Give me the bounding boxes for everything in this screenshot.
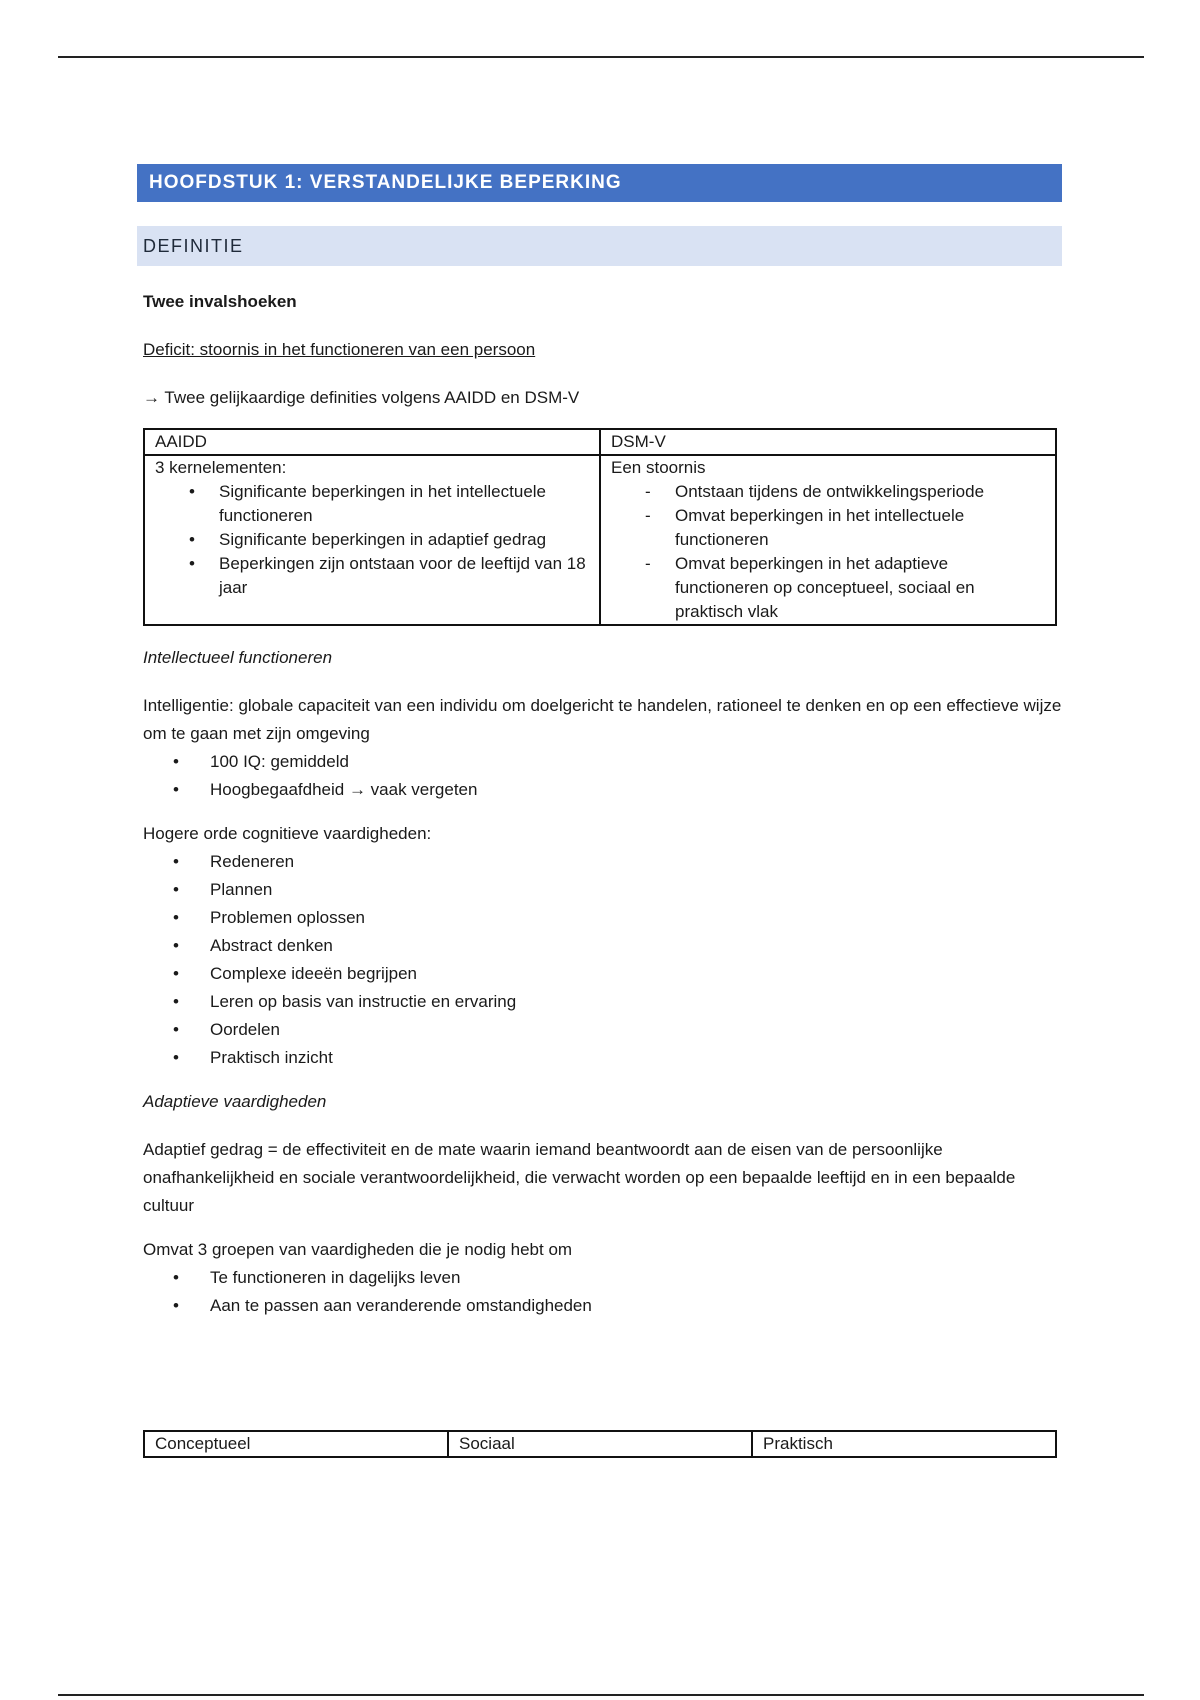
list-item: - Omvat beperkingen in het intellectuele functioneren <box>645 506 965 549</box>
domains-table <box>143 1430 1057 1458</box>
skills-title: Hogere orde cognitieve vaardigheden: <box>143 824 432 843</box>
bullet-marker: • <box>173 1020 179 1039</box>
bullet-marker: • <box>173 1296 179 1315</box>
list-item: • Plannen <box>137 876 1062 904</box>
intelligence-definition: Intelligentie: globale capaciteit van een individu om doelgericht te handelen, rationeel te denken en op een effectieve wijze om te gaan met zijn omgeving <box>143 696 1062 743</box>
adaptive-title: Adaptieve vaardigheden <box>143 1092 327 1111</box>
dsm-list <box>611 480 1045 624</box>
domain-cell-conceptueel: Conceptueel <box>144 1431 448 1457</box>
list-item: • Redeneren <box>137 848 1062 876</box>
page-bottom-rule <box>58 1694 1144 1696</box>
list-item: • Praktisch inzicht <box>137 1044 1062 1072</box>
list-item: • Aan te passen aan veranderende omstandigheden <box>137 1292 1062 1320</box>
bullet-marker: • <box>173 780 179 799</box>
list-item: • Significante beperkingen in adaptief gedrag <box>155 528 589 552</box>
list-item: - Omvat beperkingen in het adaptieve functioneren op conceptueel, sociaal en praktisch vlak <box>645 554 975 621</box>
aaidd-list <box>155 480 589 600</box>
arrow-line: → Twee gelijkaardige definities volgens AAIDD en DSM-V <box>143 388 580 407</box>
dash-marker: - <box>645 506 651 525</box>
definition-table <box>143 428 1057 626</box>
table-header-dsm: DSM-V <box>600 429 1056 455</box>
bullet-marker: • <box>189 554 195 573</box>
list-item: • Te functioneren in dagelijks leven <box>137 1264 1062 1292</box>
aaidd-cell <box>144 455 600 625</box>
bullet-marker: • <box>173 908 179 927</box>
bullet-marker: • <box>173 964 179 983</box>
list-item: • Significante beperkingen in het intellectuele functioneren <box>189 482 547 525</box>
bullet-marker: • <box>173 992 179 1011</box>
iq-list <box>137 748 1062 804</box>
list-item: • Complexe ideeën begrijpen <box>137 960 1062 988</box>
list-item: • Problemen oplossen <box>137 904 1062 932</box>
page-top-rule <box>58 56 1144 58</box>
deficit-line: Deficit: stoornis in het functioneren van een persoon <box>143 340 536 359</box>
domain-cell-praktisch: Praktisch <box>752 1431 1056 1457</box>
groups-list <box>137 1264 1062 1320</box>
bullet-marker: • <box>173 852 179 871</box>
bullet-marker: • <box>189 482 195 501</box>
adaptive-definition: Adaptief gedrag = de effectiviteit en de mate waarin iemand beantwoordt aan de eisen van de persoonlijke onafhankelijkheid en sociale verantwoordelijkheid, die verwacht worden op een bepaalde leeftijd en in een bepaalde cultuur <box>143 1140 1016 1215</box>
section-heading: DEFINITIE <box>137 226 1062 266</box>
bullet-marker: • <box>173 936 179 955</box>
domain-cell-sociaal: Sociaal <box>448 1431 752 1457</box>
dash-marker: - <box>645 482 651 501</box>
bullet-marker: • <box>173 1048 179 1067</box>
bullet-marker: • <box>173 1268 179 1287</box>
list-item: • 100 IQ: gemiddeld <box>137 748 1062 776</box>
groups-intro: Omvat 3 groepen van vaardigheden die je nodig hebt om <box>143 1240 573 1259</box>
list-item: • Leren op basis van instructie en ervaring <box>137 988 1062 1016</box>
bullet-marker: • <box>173 752 179 771</box>
aaidd-lead: 3 kernelementen: <box>155 458 287 477</box>
skills-list <box>137 848 1062 1072</box>
table-header-aaidd: AAIDD <box>144 429 600 455</box>
bullet-marker: • <box>189 530 195 549</box>
dsm-cell <box>600 455 1056 625</box>
dash-marker: - <box>645 554 651 573</box>
list-item: • Oordelen <box>137 1016 1062 1044</box>
document-body <box>137 164 1062 1458</box>
list-item: - Ontstaan tijdens de ontwikkelingsperiode <box>611 480 1045 504</box>
list-item: • Beperkingen zijn ontstaan voor de leeftijd van 18 jaar <box>189 554 586 597</box>
dsm-lead: Een stoornis <box>611 458 706 477</box>
chapter-heading: HOOFDSTUK 1: VERSTANDELIJKE BEPERKING <box>137 164 1062 202</box>
list-item: • Abstract denken <box>137 932 1062 960</box>
bullet-marker: • <box>173 880 179 899</box>
intro-title: Twee invalshoeken <box>143 292 297 311</box>
list-item: • Hoogbegaafdheid → vaak vergeten <box>137 776 1062 804</box>
intellectual-title: Intellectueel functioneren <box>143 648 333 667</box>
